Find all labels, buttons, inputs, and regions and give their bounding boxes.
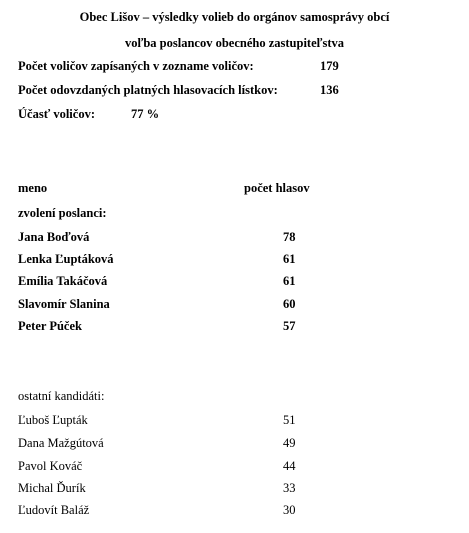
elected-votes: 78 bbox=[283, 230, 296, 244]
candidate-name: Pavol Kováč bbox=[18, 459, 83, 473]
others-heading: ostatní kandidáti: bbox=[18, 389, 105, 403]
candidate-name: Michal Ďurík bbox=[18, 481, 86, 495]
elected-votes: 60 bbox=[283, 297, 296, 311]
candidate-name: Ľudovít Baláž bbox=[18, 503, 90, 517]
document-title: Obec Lišov – výsledky volieb do orgánov samosprávy obcí bbox=[79, 10, 390, 24]
elected-name: Peter Púček bbox=[18, 319, 82, 333]
column-header-votes: počet hlasov bbox=[244, 181, 310, 195]
document-subtitle: voľba poslancov obecného zastupiteľstva bbox=[124, 36, 345, 50]
valid-ballots-value: 136 bbox=[320, 83, 339, 97]
candidate-votes: 30 bbox=[283, 503, 296, 517]
candidate-votes: 49 bbox=[283, 436, 296, 450]
column-header-name: meno bbox=[18, 181, 48, 195]
elected-heading: zvolení poslanci: bbox=[18, 206, 107, 220]
candidate-name: Dana Mažgútová bbox=[18, 436, 104, 450]
elected-votes: 61 bbox=[283, 274, 296, 288]
elected-votes: 57 bbox=[283, 319, 296, 333]
turnout-value: 77 % bbox=[131, 107, 160, 121]
turnout-label: Účasť voličov: bbox=[18, 107, 95, 121]
elected-name: Slavomír Slanina bbox=[18, 297, 110, 311]
candidate-name: Ľuboš Ľupták bbox=[18, 413, 88, 427]
elected-name: Jana Boďová bbox=[18, 230, 90, 244]
registered-voters-value: 179 bbox=[320, 59, 339, 73]
elected-name: Lenka Ľuptáková bbox=[18, 252, 114, 266]
elected-name: Emília Takáčová bbox=[18, 274, 108, 288]
candidate-votes: 33 bbox=[283, 481, 296, 495]
registered-voters-label: Počet voličov zapísaných v zozname voličov: bbox=[18, 59, 254, 73]
candidate-votes: 44 bbox=[283, 459, 296, 473]
candidate-votes: 51 bbox=[283, 413, 296, 427]
elected-votes: 61 bbox=[283, 252, 296, 266]
valid-ballots-label: Počet odovzdaných platných hlasovacích lístkov: bbox=[18, 83, 278, 97]
